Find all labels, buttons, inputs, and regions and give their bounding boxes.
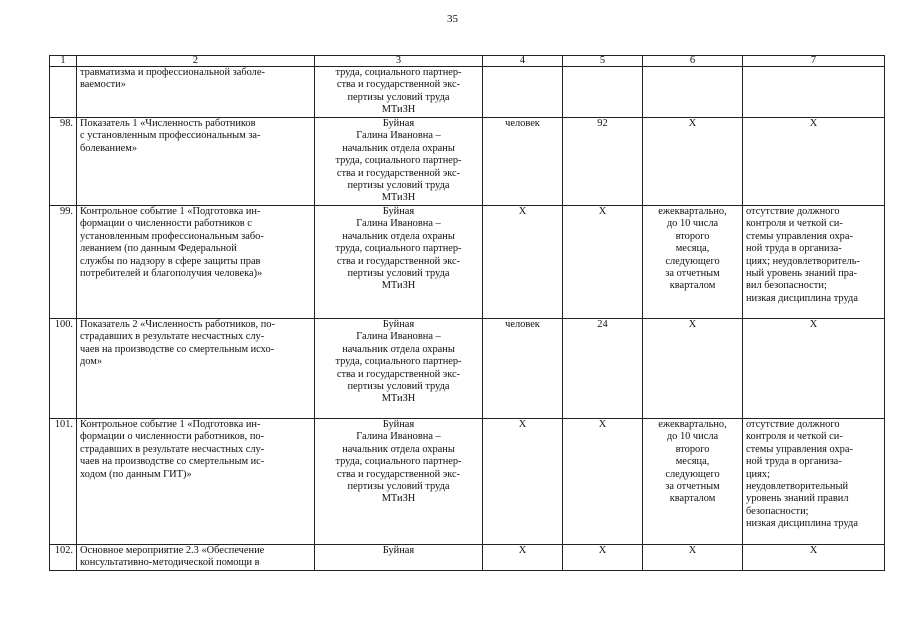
cell-text-line: консультативно-методической помощи в xyxy=(80,557,260,569)
row-deadline xyxy=(643,67,743,118)
row-number xyxy=(50,118,77,206)
row-deadline xyxy=(643,545,743,571)
row-name xyxy=(77,545,315,571)
row-risk xyxy=(743,67,885,118)
cell-text-line: неудовлетворительный xyxy=(746,481,849,493)
cell-text-line: чаев на производстве со смертельным ис- xyxy=(80,456,265,468)
cell-text-line: Х xyxy=(688,319,697,330)
cell-text-line: следующего xyxy=(665,255,720,267)
cell-text-line: ства и государственной экс- xyxy=(336,255,461,267)
row-risk xyxy=(743,118,885,206)
cell-text-line: ной труда в организа- xyxy=(746,243,842,255)
cell-text-line: низкая дисциплина труда xyxy=(746,518,858,530)
cell-text-line: чаев на производстве со смертельным исхо- xyxy=(80,343,275,355)
column-number: 5 xyxy=(563,56,643,67)
row-value xyxy=(563,206,643,319)
cell-text-line: формации о численности работников, по- xyxy=(80,431,265,443)
cell-text-line: начальник отдела охраны xyxy=(342,230,455,242)
cell-text-line: Буйная xyxy=(382,206,415,217)
cell-text-line: до 10 числа xyxy=(666,218,719,230)
row-unit xyxy=(483,419,563,545)
row-responsible xyxy=(315,118,483,206)
row-name xyxy=(77,118,315,206)
cell-text-line: ства и государственной экс- xyxy=(336,167,461,179)
cell-text-line: Галина Ивановна – xyxy=(356,130,441,142)
table-row xyxy=(50,67,885,118)
cell-text-line: Х xyxy=(688,545,697,556)
cell-text-line: начальник отдела охраны xyxy=(342,142,455,154)
cell-text-line: низкая дисциплина труда xyxy=(746,292,858,304)
row-name xyxy=(77,206,315,319)
cell-text-line: Буйная xyxy=(382,118,415,129)
cell-text-line: начальник отдела охраны xyxy=(342,443,455,455)
cell-text-line: труда, социального партнер- xyxy=(335,67,462,78)
plan-table xyxy=(49,55,885,571)
cell-text-line: пертизы условий труда xyxy=(347,381,450,393)
row-unit xyxy=(483,545,563,571)
cell-text-line: отсутствие должного xyxy=(746,419,840,430)
row-name xyxy=(77,67,315,118)
cell-text-line: болеванием» xyxy=(80,142,138,154)
row-responsible xyxy=(315,67,483,118)
cell-text-line: формации о численности работников с xyxy=(80,218,252,230)
cell-text: 101. xyxy=(54,419,73,430)
cell-text-line: второго xyxy=(675,230,710,242)
cell-text-line: пертизы условий труда xyxy=(347,268,450,280)
cell-text-line: пертизы условий труда xyxy=(347,481,450,493)
cell-text-line: Контрольное событие 1 «Подготовка ин- xyxy=(80,206,261,217)
row-value xyxy=(563,319,643,419)
cell-text-line: до 10 числа xyxy=(666,431,719,443)
cell-text: 92 xyxy=(597,118,608,129)
cell-text-line: Х xyxy=(809,545,818,556)
cell-text-line: месяца, xyxy=(675,243,710,255)
cell-text-line: контроля и четкой си- xyxy=(746,218,843,230)
cell-text-line: МТиЗН xyxy=(381,393,416,405)
cell-text-line: Галина Ивановна – xyxy=(356,218,441,230)
cell-text: человек xyxy=(505,118,540,129)
column-number: 6 xyxy=(643,56,743,67)
table-row xyxy=(50,206,885,319)
cell-text-line: уровень знаний правил xyxy=(746,493,849,505)
row-number xyxy=(50,67,77,118)
row-responsible xyxy=(315,419,483,545)
cell-text-line: кварталом xyxy=(669,493,716,505)
cell-text-line: Буйная xyxy=(382,319,415,330)
column-number: 4 xyxy=(483,56,563,67)
cell-text: Х xyxy=(518,419,527,430)
row-unit xyxy=(483,118,563,206)
table-row xyxy=(50,545,885,571)
cell-text-line: вил безопасности; xyxy=(746,280,827,292)
cell-text-line: стемы управления охра- xyxy=(746,443,853,455)
row-unit xyxy=(483,67,563,118)
cell-text-line: дом» xyxy=(80,356,103,368)
cell-text-line: ваемости» xyxy=(80,79,126,91)
column-number: 7 xyxy=(743,56,885,67)
cell-text-line: за отчетным xyxy=(665,481,720,493)
row-risk xyxy=(743,545,885,571)
row-number xyxy=(50,319,77,419)
row-responsible xyxy=(315,206,483,319)
cell-text-line: установленным профессиональным забо- xyxy=(80,230,264,242)
row-deadline xyxy=(643,319,743,419)
row-responsible xyxy=(315,545,483,571)
row-number xyxy=(50,206,77,319)
cell-text-line: труда, социального партнер- xyxy=(335,243,462,255)
cell-text-line: Галина Ивановна – xyxy=(356,431,441,443)
cell-text: 100. xyxy=(54,319,73,330)
cell-text-line: МТиЗН xyxy=(381,192,416,204)
row-risk xyxy=(743,419,885,545)
cell-text-line: страдавших в результате несчастных слу- xyxy=(80,443,265,455)
cell-text-line: Х xyxy=(809,319,818,330)
cell-text: 99. xyxy=(60,206,73,217)
column-number: 3 xyxy=(315,56,483,67)
cell-text-line: второго xyxy=(675,443,710,455)
cell-text-line: труда, социального партнер- xyxy=(335,356,462,368)
cell-text-line: страдавших в результате несчастных слу- xyxy=(80,331,265,343)
page-number: 35 xyxy=(447,13,458,25)
row-value xyxy=(563,419,643,545)
cell-text-line: Х xyxy=(688,118,697,129)
row-number xyxy=(50,545,77,571)
cell-text-line: ходом (по данным ГИТ)» xyxy=(80,468,192,480)
cell-text: 24 xyxy=(597,319,608,330)
cell-text-line: Контрольное событие 1 «Подготовка ин- xyxy=(80,419,261,430)
cell-text-line: Х xyxy=(809,118,818,129)
row-deadline xyxy=(643,118,743,206)
cell-text-line: ства и государственной экс- xyxy=(336,468,461,480)
row-responsible xyxy=(315,319,483,419)
cell-text-line: Основное мероприятие 2.3 «Обеспечение xyxy=(80,545,265,556)
cell-text-line: пертизы условий труда xyxy=(347,180,450,192)
cell-text: человек xyxy=(505,319,540,330)
cell-text-line: начальник отдела охраны xyxy=(342,343,455,355)
row-deadline xyxy=(643,419,743,545)
cell-text-line: Буйная xyxy=(382,545,415,556)
row-risk xyxy=(743,206,885,319)
cell-text-line: Показатель 1 «Численность работников xyxy=(80,118,256,129)
cell-text-line: труда, социального партнер- xyxy=(335,155,462,167)
cell-text-line: кварталом xyxy=(669,280,716,292)
cell-text-line: МТиЗН xyxy=(381,493,416,505)
row-value xyxy=(563,545,643,571)
cell-text: Х xyxy=(598,419,607,430)
cell-text-line: ежеквартально, xyxy=(658,206,727,217)
cell-text-line: ежеквартально, xyxy=(658,419,727,430)
cell-text-line: Галина Ивановна – xyxy=(356,331,441,343)
cell-text-line: МТиЗН xyxy=(381,280,416,292)
cell-text-line: Буйная xyxy=(382,419,415,430)
cell-text: Х xyxy=(518,545,527,556)
row-unit xyxy=(483,206,563,319)
cell-text: 102. xyxy=(54,545,73,556)
cell-text-line: следующего xyxy=(665,468,720,480)
cell-text: 98. xyxy=(60,118,73,129)
row-name xyxy=(77,319,315,419)
row-risk xyxy=(743,319,885,419)
cell-text-line: травматизма и профессиональной заболе- xyxy=(80,67,265,78)
cell-text: Х xyxy=(598,206,607,217)
table-row xyxy=(50,319,885,419)
cell-text-line: потребителей и благополучия человека)» xyxy=(80,268,263,280)
cell-text-line: за отчетным xyxy=(665,268,720,280)
row-unit xyxy=(483,319,563,419)
row-number xyxy=(50,419,77,545)
cell-text-line: безопасности; xyxy=(746,505,809,517)
cell-text: Х xyxy=(518,206,527,217)
cell-text-line: циях; неудовлетворитель- xyxy=(746,255,860,267)
cell-text-line: ный уровень знаний пра- xyxy=(746,268,858,280)
row-name xyxy=(77,419,315,545)
cell-text-line: труда, социального партнер- xyxy=(335,456,462,468)
row-value xyxy=(563,67,643,118)
table-row xyxy=(50,118,885,206)
cell-text-line: службы по надзору в сфере защиты прав xyxy=(80,255,261,267)
cell-text-line: контроля и четкой си- xyxy=(746,431,843,443)
cell-text-line: отсутствие должного xyxy=(746,206,840,217)
row-value xyxy=(563,118,643,206)
cell-text-line: ной труда в организа- xyxy=(746,456,842,468)
cell-text-line: ства и государственной экс- xyxy=(336,79,461,91)
cell-text-line: циях; xyxy=(746,468,770,480)
cell-text-line: Показатель 2 «Численность работников, по- xyxy=(80,319,275,330)
cell-text-line: леванием (по данным Федеральной xyxy=(80,243,237,255)
cell-text-line: ства и государственной экс- xyxy=(336,368,461,380)
cell-text-line: стемы управления охра- xyxy=(746,230,853,242)
column-number-row xyxy=(50,56,885,67)
column-number: 2 xyxy=(77,56,315,67)
cell-text-line: пертизы условий труда xyxy=(347,91,450,103)
column-number: 1 xyxy=(50,56,77,67)
row-deadline xyxy=(643,206,743,319)
cell-text-line: с установленным профессиональным за- xyxy=(80,130,261,142)
table-row xyxy=(50,419,885,545)
cell-text-line: МТиЗН xyxy=(381,104,416,116)
cell-text-line: месяца, xyxy=(675,456,710,468)
cell-text: Х xyxy=(598,545,607,556)
